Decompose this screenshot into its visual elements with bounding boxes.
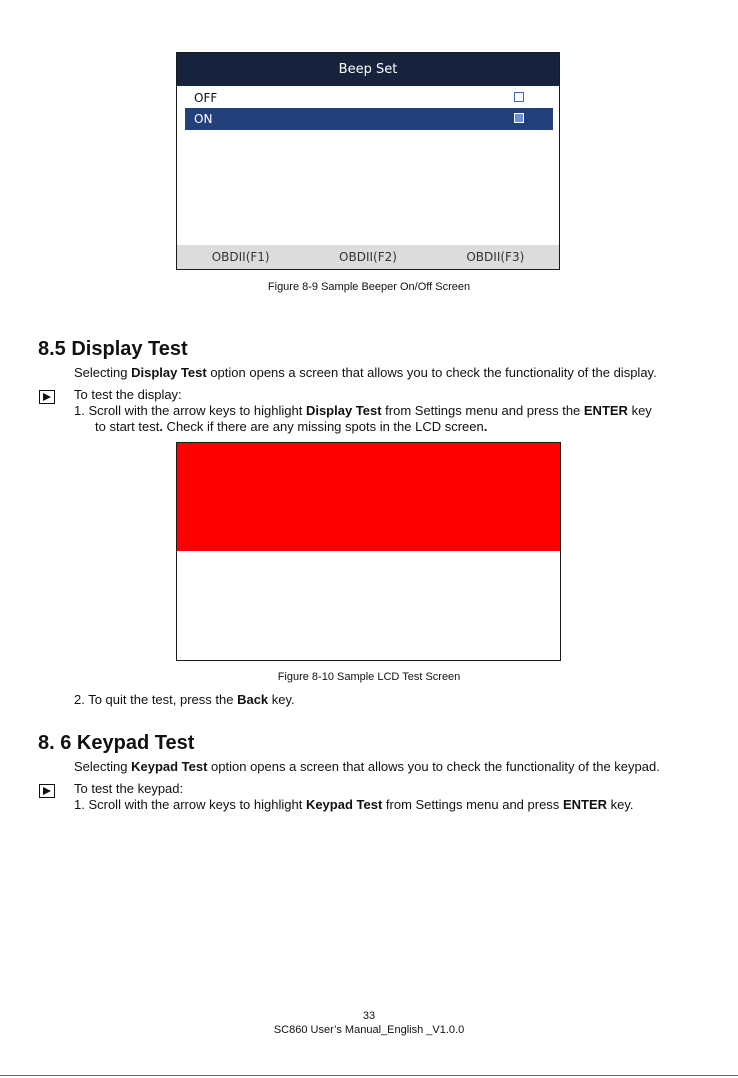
step-text: to start test. Check if there are any missing spots in the LCD screen. — [95, 419, 488, 434]
checkbox-unchecked-icon[interactable] — [514, 92, 524, 102]
beep-set-screen — [176, 52, 560, 270]
option-label: OFF — [194, 91, 218, 105]
softkey-f2[interactable]: OBDII(F2) — [339, 250, 397, 264]
checkbox-checked-icon[interactable] — [514, 113, 524, 123]
step-text: 1. Scroll with the arrow keys to highlight Display Test from Settings menu and press the ENTER key — [74, 403, 652, 418]
bottom-rule — [0, 1075, 738, 1076]
figure-caption: Figure 8-10 Sample LCD Test Screen — [277, 671, 461, 683]
screen-title: Beep Set — [177, 53, 559, 86]
page-number: 33 — [362, 1010, 376, 1022]
figure-caption: Figure 8-9 Sample Beeper On/Off Screen — [267, 281, 471, 293]
softkey-bar — [177, 245, 559, 269]
option-on-row[interactable] — [185, 108, 553, 130]
document-title: SC860 User’s Manual_English _V1.0.0 — [273, 1024, 465, 1036]
step-text: 2. To quit the test, press the Back key. — [74, 692, 295, 707]
lcd-red-fill — [177, 443, 560, 551]
procedure-lead: To test the keypad: — [74, 781, 184, 796]
play-arrow-icon — [39, 784, 55, 798]
option-label: ON — [194, 112, 213, 126]
softkey-f1[interactable]: OBDII(F1) — [211, 250, 270, 264]
procedure-lead: To test the display: — [74, 387, 182, 402]
paragraph: Selecting Keypad Test option opens a screen that allows you to check the functionality of the keypad. — [74, 759, 660, 774]
paragraph: Selecting Display Test option opens a screen that allows you to check the functionality of the display. — [74, 365, 657, 380]
play-arrow-icon — [39, 390, 55, 404]
softkey-f3[interactable]: OBDII(F3) — [466, 250, 525, 264]
section-heading: 8.5 Display Test — [38, 338, 188, 360]
lcd-test-screen — [176, 442, 561, 661]
step-text: 1. Scroll with the arrow keys to highlight Keypad Test from Settings menu and press ENTER key. — [74, 797, 634, 812]
option-off-row[interactable] — [185, 87, 553, 109]
section-heading: 8. 6 Keypad Test — [38, 732, 195, 754]
